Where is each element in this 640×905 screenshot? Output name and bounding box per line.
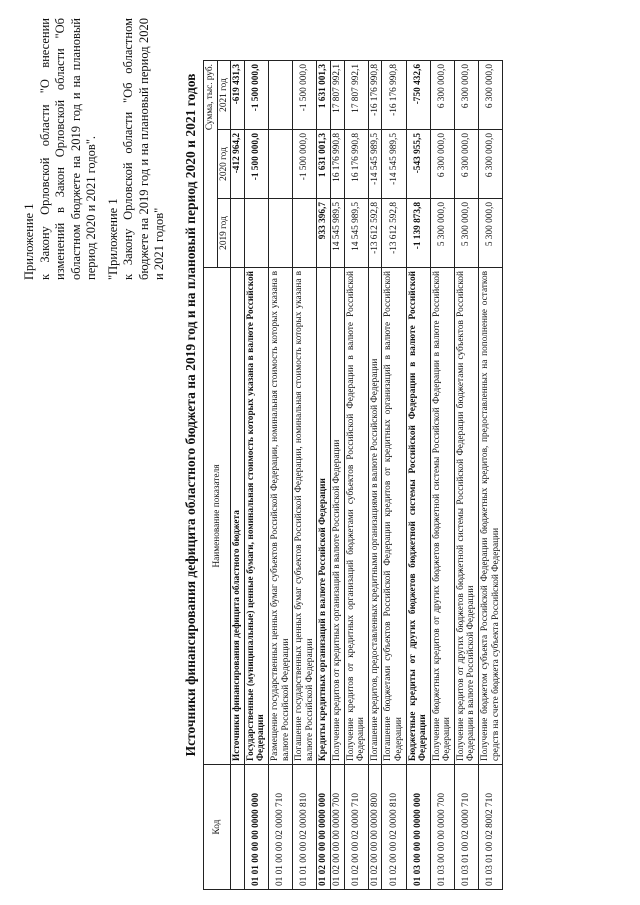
row-value-2020: 6 300 000,0 <box>454 130 478 199</box>
table-row <box>406 61 430 890</box>
table-row <box>368 61 382 890</box>
row-code: 01 02 00 00 00 0000 000 <box>317 765 331 890</box>
row-code: 01 01 00 00 02 0000 810 <box>293 765 317 890</box>
row-code: 01 02 00 00 00 0000 800 <box>368 765 382 890</box>
row-code: 01 01 00 00 02 0000 710 <box>268 765 292 890</box>
table-row <box>293 61 317 890</box>
row-value-2019: 14 545 989,5 <box>344 199 368 268</box>
appendix-header <box>22 18 168 280</box>
row-value-2021: 17 807 992,1 <box>344 61 368 130</box>
row-value-2020: 6 300 000,0 <box>479 130 503 199</box>
table-row <box>479 61 503 890</box>
row-value-2019 <box>268 199 292 268</box>
row-code: 01 03 01 00 02 0000 710 <box>454 765 478 890</box>
row-value-2020: -543 955,5 <box>406 130 430 199</box>
row-code <box>231 765 245 890</box>
row-value-2021: -1 500 000,0 <box>293 61 317 130</box>
row-name: Получение бюджетом субъекта Российской Федерации бюджетных кредитов, предоставленных на пополнение остатков средств на счете бюджета субъекта Российской Федерации <box>479 268 503 765</box>
row-value-2020: -1 500 000,0 <box>293 130 317 199</box>
row-value-2020: 16 176 990,8 <box>330 130 344 199</box>
document-title: Источники финансирования дефицита областного бюджета на 2019 год и на плановый период 2020 и 2021 годов <box>183 73 198 757</box>
row-value-2021 <box>268 61 292 130</box>
row-value-2021: 6 300 000,0 <box>454 61 478 130</box>
row-name: Получение бюджетных кредитов от других бюджетов бюджетной системы Российской Федерации в валюте Российской Федерации <box>430 268 454 765</box>
row-name: Погашение бюджетами субъектов Российской Федерации кредитов от кредитных организаций в валюте Российской Федерации <box>382 268 406 765</box>
row-value-2021: 6 300 000,0 <box>430 61 454 130</box>
column-header-name: Наименование показателя <box>204 268 231 765</box>
law-reference: к Закону Орловской области "О внесении изменений в Закон Орловской области "Об областном бюджете на 2019 год и на плановый период 2020 и 2021 годов". <box>37 18 98 280</box>
table-row <box>231 61 245 890</box>
table-row <box>330 61 344 890</box>
row-value-2019: 933 396,7 <box>317 199 331 268</box>
table-row <box>317 61 331 890</box>
row-value-2019: -13 612 592,8 <box>368 199 382 268</box>
row-value-2021: -750 432,6 <box>406 61 430 130</box>
row-value-2019 <box>293 199 317 268</box>
row-value-2021: 6 300 000,0 <box>479 61 503 130</box>
table-body <box>231 61 503 890</box>
row-name: Получение кредитов от кредитных организаций в валюте Российской Федерации <box>330 268 344 765</box>
row-value-2019: 5 300 000,0 <box>454 199 478 268</box>
row-code: 01 03 00 00 00 0000 700 <box>430 765 454 890</box>
row-name: Кредиты кредитных организаций в валюте Российской Федерации <box>317 268 331 765</box>
column-header-code: Код <box>204 765 231 890</box>
table-row <box>454 61 478 890</box>
row-value-2021: -16 176 990,8 <box>368 61 382 130</box>
row-value-2020: 6 300 000,0 <box>430 130 454 199</box>
year-header-2019: 2019 год <box>217 199 231 268</box>
row-code: 01 01 00 00 00 0000 000 <box>244 765 268 890</box>
row-value-2019: 5 300 000,0 <box>430 199 454 268</box>
table-row <box>382 61 406 890</box>
row-value-2021: -16 176 990,8 <box>382 61 406 130</box>
row-name: Источники финансирования дефицита областного бюджета <box>231 268 245 765</box>
row-value-2021: -619 431,3 <box>231 61 245 130</box>
year-header-2020: 2020 год <box>217 130 231 199</box>
row-name: Погашение государственных ценных бумаг субъектов Российской Федерации, номинальная стоимость которых указана в валюте Российской Федерации <box>293 268 317 765</box>
row-value-2020: 1 631 001,3 <box>317 130 331 199</box>
row-code: 01 02 00 00 02 0000 810 <box>382 765 406 890</box>
row-name: Бюджетные кредиты от других бюджетов бюджетной системы Российской Федерации в валюте Российской Федерации <box>406 268 430 765</box>
appendix-label: Приложение 1 <box>22 203 36 280</box>
row-value-2020: 16 176 990,8 <box>344 130 368 199</box>
table-row <box>244 61 268 890</box>
table-row <box>344 61 368 890</box>
row-name: Получение кредитов от кредитных организаций бюджетами субъектов Российской Федерации в валюте Российской Федерации <box>344 268 368 765</box>
row-value-2020: -14 545 989,5 <box>382 130 406 199</box>
financing-sources-table <box>203 60 503 890</box>
row-value-2019 <box>244 199 268 268</box>
row-code: 01 02 00 00 00 0000 700 <box>330 765 344 890</box>
row-value-2020: -1 500 000,0 <box>244 130 268 199</box>
row-code: 01 03 00 00 00 0000 000 <box>406 765 430 890</box>
row-value-2021: -1 500 000,0 <box>244 61 268 130</box>
row-value-2019: -13 612 592,8 <box>382 199 406 268</box>
row-value-2021: 1 631 001,3 <box>317 61 331 130</box>
row-value-2019: -1 139 873,8 <box>406 199 430 268</box>
row-value-2020 <box>268 130 292 199</box>
row-name: Получение кредитов от других бюджетов бюджетной системы Российской Федерации бюджетами субъектов Российской Федерации в валюте Российской Федерации <box>454 268 478 765</box>
row-name: Размещение государственных ценных бумаг субъектов Российской Федерации, номинальная стоимость которых указана в валюте Российской Федерации <box>268 268 292 765</box>
row-code: 01 02 00 00 02 0000 710 <box>344 765 368 890</box>
row-name: Государственные (муниципальные) ценные бумаги, номинальная стоимость которых указана в валюте Российской Федерации <box>244 268 268 765</box>
row-name: Погашение кредитов, предоставленных кредитными организациями в валюте Российской Федерации <box>368 268 382 765</box>
row-value-2019: 5 300 000,0 <box>479 199 503 268</box>
row-value-2020: -412 964,2 <box>231 130 245 199</box>
row-code: 01 03 01 00 02 8002 710 <box>479 765 503 890</box>
year-header-2021: 2021 год <box>217 61 231 130</box>
appendix-label-quoted: "Приложение 1 <box>105 198 120 280</box>
table-row <box>430 61 454 890</box>
law-reference-quoted: к Закону Орловской области "Об областном бюджете на 2019 год и на плановый период 2020 и 2021 годов" <box>121 18 166 280</box>
table-row <box>268 61 292 890</box>
row-value-2019: 14 545 989,5 <box>330 199 344 268</box>
row-value-2021: 17 807 992,1 <box>330 61 344 130</box>
column-header-sum: Сумма, тыс. руб. <box>204 61 218 268</box>
row-value-2020: -14 545 989,5 <box>368 130 382 199</box>
row-value-2019 <box>231 199 245 268</box>
